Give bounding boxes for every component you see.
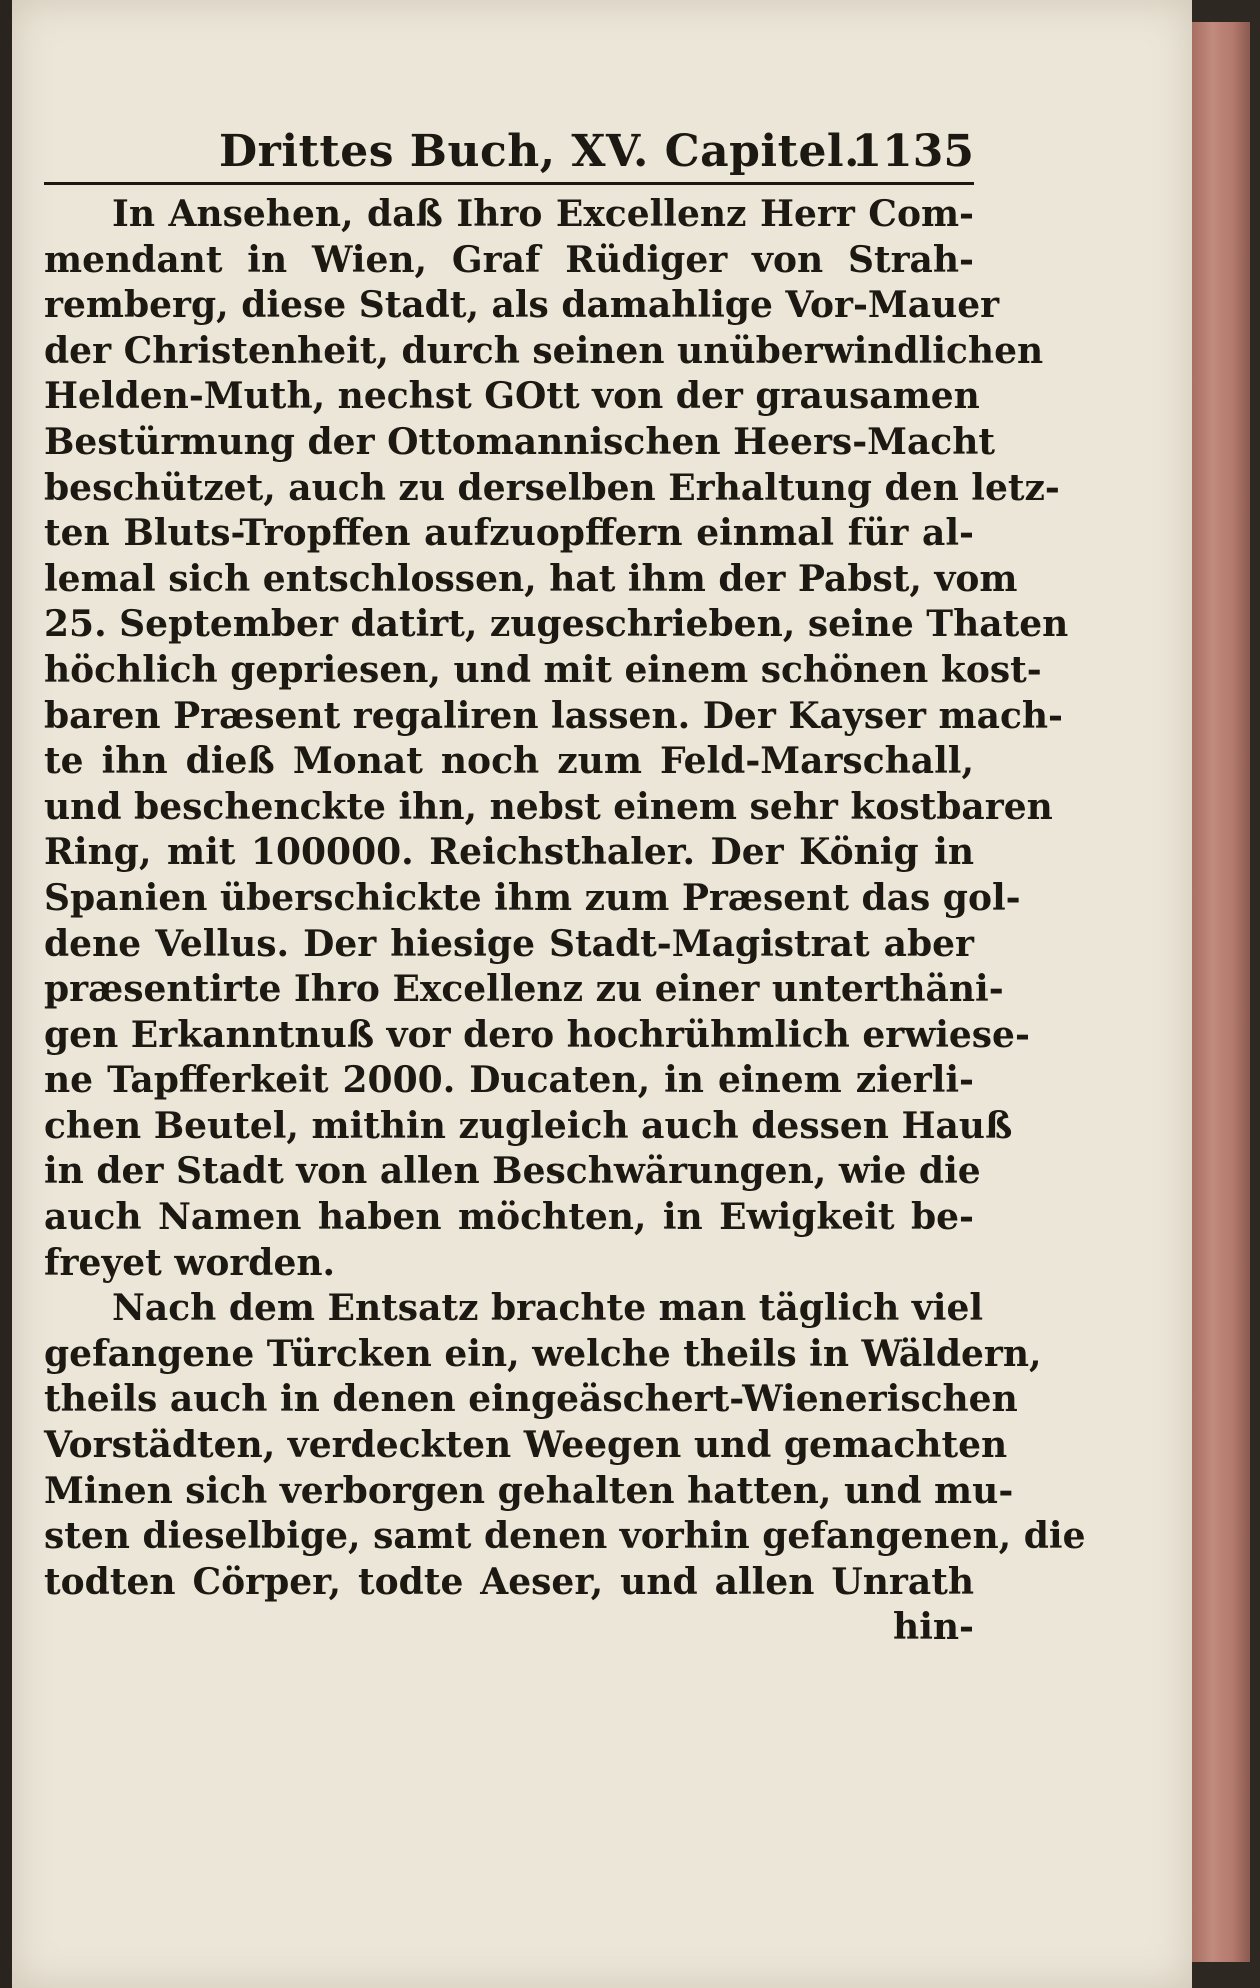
text-line: ten Bluts-Tropffen aufzuopffern einmal für al- bbox=[44, 512, 974, 555]
text-line: höchlich gepriesen, und mit einem schönen kost- bbox=[44, 648, 1042, 691]
text-line: remberg, diese Stadt, als damahlige Vor-Mauer bbox=[44, 284, 1000, 327]
header-rule bbox=[44, 182, 974, 185]
text-line: theils auch in denen eingeäschert-Wienerischen bbox=[44, 1378, 1018, 1421]
text-line: chen Beutel, mithin zugleich auch dessen Hauß bbox=[44, 1104, 1013, 1147]
text-line: der Christenheit, durch seinen unüberwindlichen bbox=[44, 329, 1044, 372]
text-line: Spanien überschickte ihm zum Præsent das gol- bbox=[44, 876, 1021, 919]
text-line: todten Cörper, todte Aeser, und allen Unrath bbox=[44, 1560, 974, 1603]
text-line: gefangene Türcken ein, welche theils in Wäldern, bbox=[44, 1332, 1042, 1375]
text-line: Ring, mit 100000. Reichsthaler. Der König in bbox=[44, 831, 974, 874]
text-line: ne Tapfferkeit 2000. Ducaten, in einem zierli- bbox=[44, 1059, 974, 1102]
text-line: freyet worden. bbox=[44, 1241, 336, 1284]
text-line: In Ansehen, daß Ihro Excellenz Herr Com- bbox=[112, 193, 974, 235]
running-head: Drittes Buch, XV. Capitel. bbox=[219, 126, 860, 177]
text-line: præsentirte Ihro Excellenz zu einer unterthäni- bbox=[44, 968, 1004, 1011]
text-line: Bestürmung der Ottomannischen Heers-Macht bbox=[44, 420, 996, 463]
text-line: Vorstädten, verdeckten Weegen und gemachten bbox=[44, 1424, 1008, 1467]
text-line: gen Erkanntnuß vor dero hochrühmlich erwiese- bbox=[44, 1013, 1030, 1056]
text-line: auch Namen haben möchten, in Ewigkeit be- bbox=[44, 1196, 974, 1239]
page-edges bbox=[1192, 22, 1250, 1962]
catchword: hin- bbox=[893, 1606, 974, 1649]
text-line: baren Præsent regaliren lassen. Der Kayser mach- bbox=[44, 694, 1063, 737]
page-number: 1135 bbox=[851, 126, 974, 177]
page-header bbox=[44, 118, 974, 182]
text-line: 25. September datirt, zugeschrieben, seine Thaten bbox=[44, 603, 1069, 646]
body-text bbox=[44, 192, 1086, 1651]
text-line: mendant in Wien, Graf Rüdiger von Strah- bbox=[44, 238, 974, 281]
text-line: lemal sich entschlossen, hat ihm der Pabst, vom bbox=[44, 557, 1018, 600]
text-line: dene Vellus. Der hiesige Stadt-Magistrat aber bbox=[44, 922, 974, 965]
text-line: und beschenckte ihn, nebst einem sehr kostbaren bbox=[44, 785, 1053, 828]
text-line: in der Stadt von allen Beschwärungen, wie die bbox=[44, 1150, 981, 1193]
text-line: sten dieselbige, samt denen vorhin gefangenen, die bbox=[44, 1515, 1086, 1558]
text-line: Helden-Muth, nechst GOtt von der grausamen bbox=[44, 375, 980, 418]
text-line: beschützet, auch zu derselben Erhaltung den letz- bbox=[44, 466, 1060, 509]
text-line: Nach dem Entsatz brachte man täglich viel bbox=[112, 1287, 984, 1330]
text-line: te ihn dieß Monat noch zum Feld-Marschall, bbox=[44, 740, 974, 783]
gutter-shadow bbox=[0, 0, 12, 1988]
text-line: Minen sich verborgen gehalten hatten, und mu- bbox=[44, 1469, 1014, 1512]
